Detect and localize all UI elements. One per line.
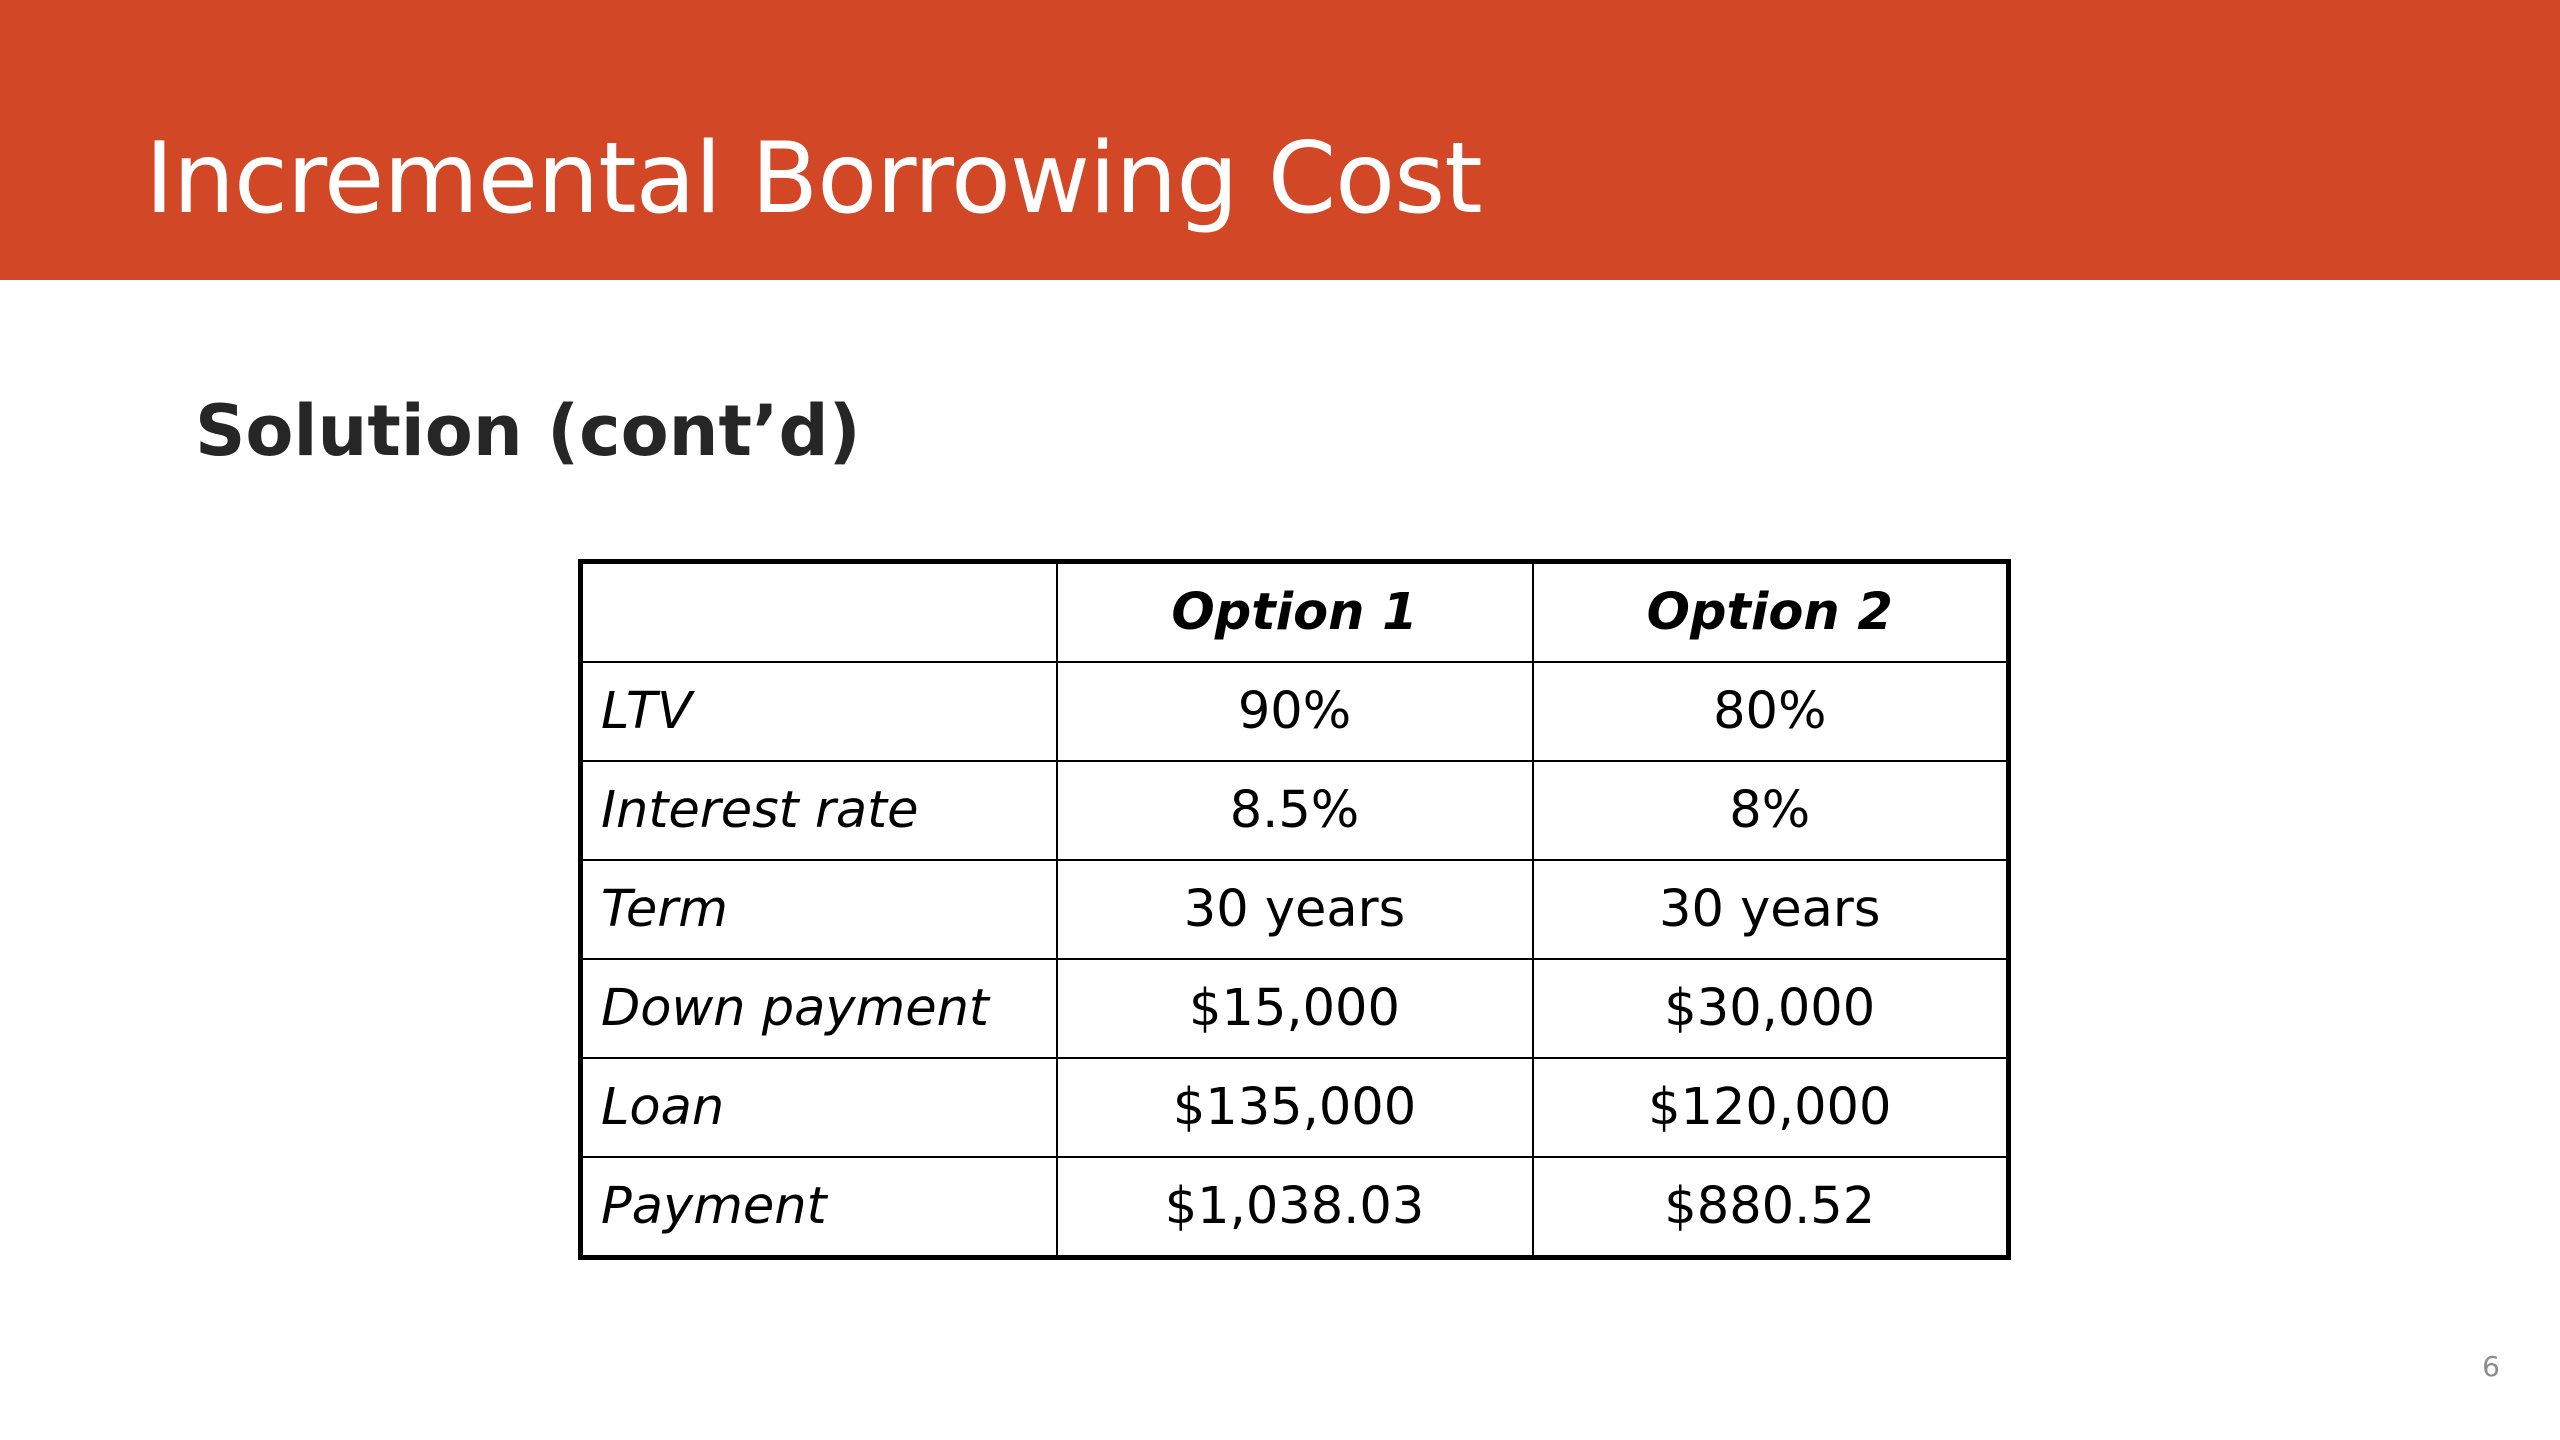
cell-option-2: $880.52 — [1533, 1157, 2009, 1258]
cell-option-1: 8.5% — [1057, 761, 1533, 860]
slide-title: Incremental Borrowing Cost — [145, 122, 1482, 236]
row-label-payment: Payment — [581, 1157, 1057, 1258]
slide-subtitle: Solution (cont’d) — [195, 390, 861, 472]
cell-option-2: $120,000 — [1533, 1058, 2009, 1157]
page-number: 6 — [2482, 1350, 2500, 1383]
table-header-cell-empty — [581, 562, 1057, 663]
row-label-ltv: LTV — [581, 662, 1057, 761]
row-label-loan: Loan — [581, 1058, 1057, 1157]
table-row — [581, 1157, 2009, 1258]
table-header-row — [581, 562, 2009, 663]
row-label-term: Term — [581, 860, 1057, 959]
table-row — [581, 1058, 2009, 1157]
row-label-interest-rate: Interest rate — [581, 761, 1057, 860]
cell-option-2: 30 years — [1533, 860, 2009, 959]
row-label-down-payment: Down payment — [581, 959, 1057, 1058]
cell-option-1: $135,000 — [1057, 1058, 1533, 1157]
cell-option-2: 80% — [1533, 662, 2009, 761]
cell-option-1: $1,038.03 — [1057, 1157, 1533, 1258]
cell-option-1: 30 years — [1057, 860, 1533, 959]
comparison-table — [578, 559, 2011, 1260]
table-header-option-2: Option 2 — [1533, 562, 2009, 663]
table-row — [581, 761, 2009, 860]
cell-option-1: $15,000 — [1057, 959, 1533, 1058]
table-header-option-1: Option 1 — [1057, 562, 1533, 663]
cell-option-1: 90% — [1057, 662, 1533, 761]
cell-option-2: 8% — [1533, 761, 2009, 860]
title-bar — [0, 0, 2560, 280]
table-row — [581, 662, 2009, 761]
table-row — [581, 860, 2009, 959]
cell-option-2: $30,000 — [1533, 959, 2009, 1058]
table-row — [581, 959, 2009, 1058]
